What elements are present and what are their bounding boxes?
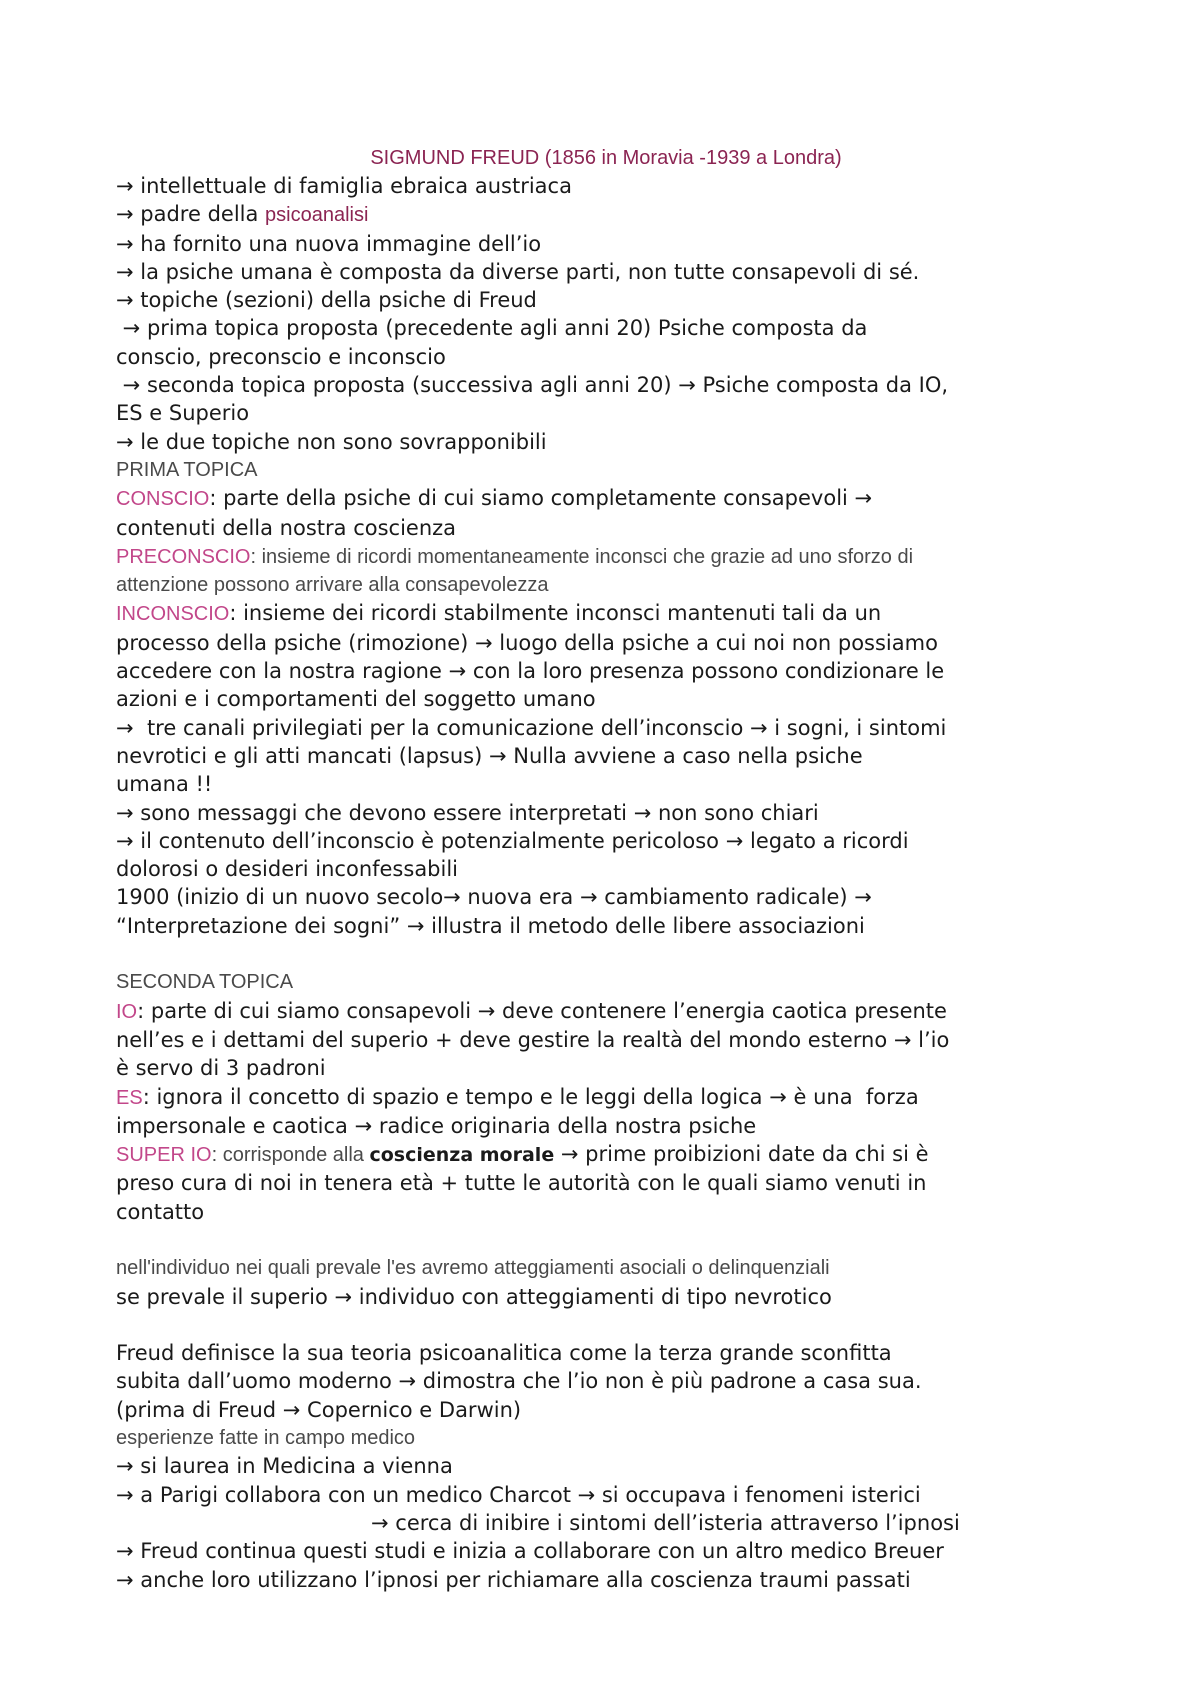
seconda-topica-heading: SECONDA TOPICA [116, 971, 294, 994]
canali-line-1: → tre canali privilegiati per la comunicazione dell’inconscio → i sogni, i sintomi [116, 715, 947, 740]
intro-line-8: → seconda topica proposta (successiva agli anni 20) → Psiche composta da IO, [116, 373, 949, 398]
inconscio-line-2: processo della psiche (rimozione) → luogo della psiche a cui noi non possiamo [116, 630, 938, 655]
preconscio-line-1: PRECONSCIO: insieme di ricordi momentaneamente inconsci che grazie ad uno sforzo di [116, 545, 914, 568]
prevale-line-2: se prevale il superio → individuo con atteggiamenti di tipo nevrotico [116, 1284, 832, 1309]
conscio-line-2: contenuti della nostra coscienza [116, 515, 457, 540]
inconscio-line-4: azioni e i comportamenti del soggetto umano [116, 687, 596, 712]
super-io-line-3: contatto [116, 1199, 205, 1224]
es-line-2: impersonale e caotica → radice originaria della nostra psiche [116, 1113, 757, 1138]
conscio-line-1: CONSCIO: parte della psiche di cui siamo completamente consapevoli → [116, 486, 873, 511]
io-line-1: IO: parte di cui siamo consapevoli → deve contenere l’energia caotica presente [116, 998, 947, 1023]
teoria-line-1: Freud definisce la sua teoria psicoanalitica come la terza grande sconfitta [116, 1341, 892, 1366]
intro-line-7: conscio, preconscio e inconscio [116, 344, 446, 369]
inconscio-line-3: accedere con la nostra ragione → con la loro presenza possono condizionare le [116, 659, 945, 684]
messaggi-line: → sono messaggi che devono essere interpretati → non sono chiari [116, 800, 819, 825]
inconscio-keyword: INCONSCIO [116, 603, 230, 626]
intro-line-3: → ha fornito una nuova immagine dell’io [116, 231, 542, 256]
teoria-line-2: subita dall’uomo moderno → dimostra che l’io non è più padrone a casa sua. [116, 1369, 922, 1394]
canali-line-2: nevrotici e gli atti mancati (lapsus) → Nulla avviene a caso nella psiche [116, 743, 863, 768]
spacer [116, 1226, 1096, 1254]
esperienze-heading: esperienze fatte in campo medico [116, 1427, 416, 1450]
inconscio-line-1: INCONSCIO: insieme dei ricordi stabilmente inconsci mantenuti tali da un [116, 601, 882, 626]
contenuto-line-1: → il contenuto dell’inconscio è potenzialmente pericoloso → legato a ricordi [116, 828, 909, 853]
io-keyword: IO [116, 1000, 138, 1023]
preconscio-line-2: attenzione possono arrivare alla consapevolezza [116, 574, 549, 597]
es-keyword: ES [116, 1086, 143, 1109]
contenuto-line-2: dolorosi o desideri inconfessabili [116, 857, 459, 882]
esperienze-line-2: → a Parigi collabora con un medico Charcot → si occupava i fenomeni isterici [116, 1482, 921, 1507]
esperienze-line-3: → cerca di inibire i sintomi dell’isteria attraverso l’ipnosi [371, 1510, 960, 1535]
prima-topica-heading: PRIMA TOPICA [116, 458, 258, 481]
intro-line-4: → la psiche umana è composta da diverse parti, non tutte consapevoli di sé. [116, 259, 920, 284]
intro-line-10: → le due topiche non sono sovrapponibili [116, 429, 547, 454]
intro-line-1: → intellettuale di famiglia ebraica austriaca [116, 174, 572, 198]
es-line-1: ES: ignora il concetto di spazio e tempo e le leggi della logica → è una forza [116, 1084, 919, 1109]
preconscio-keyword: PRECONSCIO [116, 545, 251, 568]
teoria-line-3: (prima di Freud → Copernico e Darwin) [116, 1397, 522, 1422]
intro-line-5: → topiche (sezioni) della psiche di Freud [116, 288, 537, 313]
prevale-line-1: nell'individuo nei quali prevale l'es avremo atteggiamenti asociali o delinquenziali [116, 1257, 830, 1280]
super-io-line-2: preso cura di noi in tenera età + tutte le autorità con le quali siamo venuti in [116, 1171, 927, 1196]
anno-line-1: 1900 (inizio di un nuovo secolo→ nuova era → cambiamento radicale) → [116, 885, 872, 910]
io-line-2: nell’es e i dettami del superio + deve gestire la realtà del mondo esterno → l’io [116, 1027, 950, 1052]
canali-line-3: umana !! [116, 772, 213, 797]
esperienze-line-4: → Freud continua questi studi e inizia a collaborare con un altro medico Breuer [116, 1539, 944, 1564]
esperienze-line-5: → anche loro utilizzano l’ipnosi per richiamare alla coscienza traumi passati [116, 1567, 911, 1592]
io-line-3: è servo di 3 padroni [116, 1056, 326, 1081]
super-io-line-1: SUPER IO: corrisponde alla coscienza morale → prime proibizioni date da chi si è [116, 1142, 929, 1167]
conscio-keyword: CONSCIO [116, 488, 210, 511]
anno-line-2: “Interpretazione dei sogni” → illustra il metodo delle libere associazioni [116, 913, 865, 938]
psicoanalisi-keyword: psicoanalisi [265, 204, 369, 227]
coscienza-morale-keyword: coscienza morale [369, 1144, 555, 1167]
spacer [116, 1311, 1096, 1339]
intro-line-6: → prima topica proposta (precedente agli anni 20) Psiche composta da [116, 316, 868, 341]
document-page [116, 144, 1096, 1594]
intro-line-2: → padre della psicoanalisi [116, 202, 369, 227]
intro-line-9: ES e Superio [116, 401, 250, 426]
page-title: SIGMUND FREUD (1856 in Moravia -1939 a Londra) [370, 147, 842, 169]
spacer [116, 940, 1096, 968]
esperienze-line-1: → si laurea in Medicina a vienna [116, 1454, 453, 1479]
super-io-keyword: SUPER IO [116, 1144, 212, 1167]
